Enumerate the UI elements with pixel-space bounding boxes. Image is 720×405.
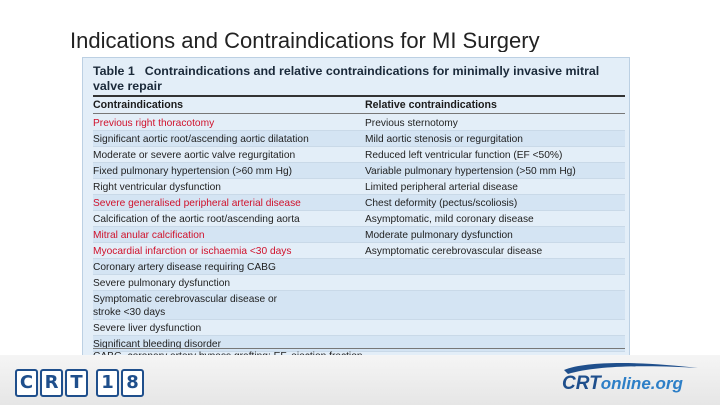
relative-contraindication-cell: Moderate pulmonary dysfunction	[365, 230, 513, 241]
contraindication-cell-continued: stroke <30 days	[93, 307, 166, 318]
relative-contraindication-cell: Mild aortic stenosis or regurgitation	[365, 134, 523, 145]
relative-contraindication-cell: Previous sternotomy	[365, 118, 458, 129]
contraindication-cell: Mitral anular calcification	[93, 230, 205, 241]
crt-logo-letter: 8	[121, 369, 144, 397]
table-row	[93, 179, 625, 195]
contraindication-cell: Calcification of the aortic root/ascending aorta	[93, 214, 300, 225]
crt-logo-letter: 1	[96, 369, 119, 397]
table-header-row	[93, 97, 625, 113]
relative-contraindication-cell: Asymptomatic, mild coronary disease	[365, 214, 534, 225]
contraindication-cell: Right ventricular dysfunction	[93, 182, 221, 193]
contraindication-cell: Significant bleeding disorder	[93, 339, 221, 350]
crt-logo-letter: T	[65, 369, 88, 397]
table-row	[93, 275, 625, 291]
crt-logo-letter: R	[40, 369, 63, 397]
contraindication-cell: Previous right thoracotomy	[93, 118, 215, 129]
crt18-logo	[15, 369, 144, 395]
crtonline-prefix: CRT	[562, 373, 601, 394]
relative-contraindication-cell: Chest deformity (pectus/scoliosis)	[365, 198, 518, 209]
contraindication-cell: Severe pulmonary dysfunction	[93, 278, 231, 289]
relative-contraindication-cell: Limited peripheral arterial disease	[365, 182, 518, 193]
crtonline-suffix: online.org	[600, 374, 683, 393]
table-row	[93, 115, 625, 131]
table-row	[93, 163, 625, 179]
table-row	[93, 211, 625, 227]
relative-contraindication-cell: Reduced left ventricular function (EF <50%)	[365, 150, 563, 161]
crt-logo-letter: C	[15, 369, 38, 397]
contraindication-cell: Severe generalised peripheral arterial disease	[93, 198, 301, 209]
contraindication-cell: Moderate or severe aortic valve regurgitation	[93, 150, 296, 161]
table-row	[93, 147, 625, 163]
relative-contraindication-cell: Variable pulmonary hypertension (>50 mm Hg)	[365, 166, 576, 177]
contraindication-cell: Coronary artery disease requiring CABG	[93, 262, 276, 273]
table-row	[93, 259, 625, 275]
contraindication-cell: Severe liver dysfunction	[93, 323, 202, 334]
header-contraindications: Contraindications	[93, 99, 184, 111]
table-row	[93, 291, 625, 320]
table-row	[93, 131, 625, 147]
header-relative-contraindications: Relative contraindications	[365, 99, 497, 111]
table-row	[93, 195, 625, 211]
table-caption	[83, 58, 629, 92]
table-row	[93, 243, 625, 259]
table-caption-text: Contraindications and relative contraindications for minimally invasive mitral valve repair	[93, 64, 600, 93]
crtonline-logo	[558, 362, 708, 396]
table-row	[93, 227, 625, 243]
header-rule	[93, 113, 625, 114]
contraindication-cell: Fixed pulmonary hypertension (>60 mm Hg)	[93, 166, 293, 177]
table-row	[93, 320, 625, 336]
svg-text:CRTonline.org	[562, 373, 683, 394]
contraindication-cell: Significant aortic root/ascending aortic dilatation	[93, 134, 309, 145]
contraindication-cell: Myocardial infarction or ischaemia <30 days	[93, 246, 292, 257]
relative-contraindication-cell: Asymptomatic cerebrovascular disease	[365, 246, 543, 257]
table-body	[93, 115, 625, 352]
table-label: Table 1	[93, 64, 135, 78]
slide-title: Indications and Contraindications for MI Surgery	[70, 28, 540, 52]
contraindication-cell: Symptomatic cerebrovascular disease or	[93, 294, 278, 305]
table-panel	[82, 57, 630, 365]
